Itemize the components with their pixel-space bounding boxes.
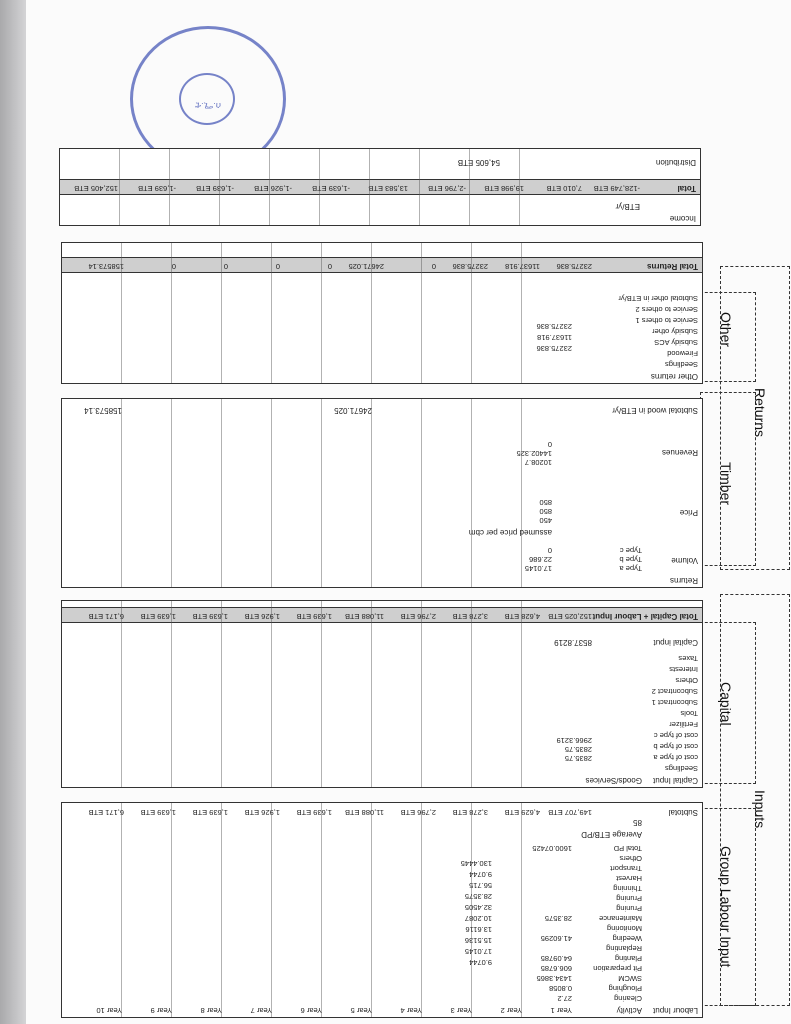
revenue-value: 10208.7 [524,458,552,467]
capital-total-cell: 1,926 ETB [244,612,280,621]
returns-side-label: Returns [752,388,768,438]
labour-total-cell: 6,171 ETB [88,808,124,817]
labour-value: 0.8058 [549,984,572,993]
average-value: 85 [633,818,642,827]
grid-column-line [469,149,470,225]
other-value: 23275.836 [536,344,572,353]
labour-year-header: Year 7 [250,1006,272,1015]
average-label: Average ETB/PD [581,830,642,839]
grid-column-line [319,149,320,225]
total-returns-cell: 23275.836 [556,262,592,271]
total-returns-cell: 0 [171,262,176,271]
labour-year-header: Year 4 [400,1006,422,1015]
capital-value: 2966.3219 [556,736,592,745]
labour-activity-label: Transport [610,864,642,873]
grid-column-line [521,399,522,587]
binder-edge [0,0,26,1024]
labour-value: 64.09785 [540,954,572,963]
labour-activity-label: Pruning [616,904,642,913]
timber-subtotal-label: Subtotal wood in ETB/yr [612,406,698,415]
total-returns-cell: 23275.836 [452,262,488,271]
labour-totals-row [66,805,592,817]
labour-activity-label: Pruning [616,894,642,903]
labour-extra-value: 28.3575 [464,892,492,901]
volume-label: Volume [671,556,698,565]
labour-activity-label: Total PD [613,844,642,853]
grid-column-line [321,399,322,587]
income-table [59,148,701,226]
labour-activity-label: Thinning [613,884,642,893]
labour-extra-value: 15.5136 [464,936,492,945]
income-total-cell: -2,796 ETB [428,184,466,193]
revenues-label: Revenues [661,448,698,457]
capital-value: 2835.75 [564,754,592,763]
income-total-label: Total [677,184,696,193]
timber-table [61,398,703,588]
grid-column-line [171,803,172,1017]
grid-column-line [121,803,122,1017]
volume-value: 22.686 [529,555,552,564]
grid-column-line [471,399,472,587]
grid-column-line [221,243,222,383]
labour-table [61,802,703,1018]
labour-total-cell: 1,926 ETB [244,808,280,817]
grid-column-line [271,399,272,587]
other-returns-header: Other returns [650,372,698,381]
grid-column-line [421,243,422,383]
grid-column-line [421,803,422,1017]
capital-total-cell: 1,639 ETB [192,612,228,621]
labour-year-header: Year 9 [150,1006,172,1015]
labour-activity-label: Maintenance [599,914,642,923]
document-page [26,0,791,1024]
income-total-row [64,181,640,193]
grid-column-line [221,399,222,587]
income-total-cell: 7,010 ETB [546,184,582,193]
capital-table [61,600,703,788]
activity-header: Activity [616,1006,642,1015]
labour-value: 606.6785 [540,964,572,973]
labour-extra-value: 32.4505 [464,903,492,912]
timber-header: Returns [669,576,698,585]
labour-total-cell: 149,707 ETB [548,808,592,817]
capital-total-row [66,609,592,621]
capital-total-cell: 2,796 ETB [400,612,436,621]
labour-activity-label: Planting [614,954,642,963]
labour-year-header: Year 1 [550,1006,572,1015]
labour-year-header: Year 2 [500,1006,522,1015]
grid-column-line [269,149,270,225]
grid-column-line [321,243,322,383]
volume-type: Type c [619,546,642,555]
labour-activity-label: Harvest [616,874,642,883]
labour-total-cell: 1,639 ETB [296,808,332,817]
capital-item-label: Taxes [678,654,698,663]
other-item-label: Seedlings [665,360,698,369]
capital-header: Capital Input [653,776,698,785]
grid-column-line [471,803,472,1017]
price-label: Price [679,508,698,517]
labour-activity-label: Clearing [614,994,642,1003]
other-side-label: Other [718,312,734,348]
grid-column-line [321,601,322,787]
income-total-cell: 13,583 ETB [368,184,408,193]
price-note: assumed price per cbm [468,528,552,537]
other-returns-table [61,242,703,384]
total-returns-label: Total Returns [647,262,698,271]
labour-total-cell: 2,796 ETB [400,808,436,817]
volume-type: Type b [619,555,642,564]
labour-year-header: Year 6 [300,1006,322,1015]
total-returns-cell: 0 [223,262,228,271]
total-returns-cell: 158573.14 [88,262,124,271]
capital-item-label: cost of type b [653,742,698,751]
grid-column-line [121,399,122,587]
other-item-label: Subsidy other [652,327,698,336]
other-item-label: Firewood [667,349,698,358]
stamp-text: ሰ.ሚ.ቲ [195,101,221,111]
upside-down-tables [26,0,791,1024]
capital-item-label: Fertilizer [669,720,698,729]
capital-total-cell: 4,628 ETB [504,612,540,621]
labour-side-label: Group Labour Input [718,846,734,968]
labour-activity-label: Monitoring [606,924,642,933]
labour-year-header: Year 5 [350,1006,372,1015]
total-returns-row [66,259,592,271]
labour-activity-label: Pit preparation [593,964,642,973]
capital-subtotal-label: Capital input [653,638,698,647]
labour-activity-label: Others [619,854,642,863]
labour-extra-value: 56.715 [469,881,492,890]
income-total-cell: -1,926 ETB [254,184,292,193]
grid-column-line [121,243,122,383]
labour-total-cell: 11,088 ETB [344,808,384,817]
price-value: 850 [539,498,552,507]
capital-total-cell: 152,025 ETB [548,612,592,621]
capital-item-label: Subcontract 2 [651,687,698,696]
grid-column-line [271,243,272,383]
capital-item-label: Interests [669,665,698,674]
grid-column-line [371,243,372,383]
other-item-label: Subtotal other in ETB/yr [618,294,698,303]
labour-year-header: Year 8 [200,1006,222,1015]
labour-extra-value: 10.2087 [464,914,492,923]
grid-column-line [471,243,472,383]
grid-column-line [219,149,220,225]
total-returns-cell: 0 [431,262,436,271]
capital-total-label: Total Capital + Labour Input [592,612,698,621]
grid-column-line [221,803,222,1017]
capital-item-label: Seedlings [665,764,698,773]
capital-item-label: cost of type a [653,753,698,762]
labour-value: 27.2 [557,994,572,1003]
distribution-label: Distribution [655,158,696,167]
income-total-cell: -128,749 ETB [593,184,640,193]
capital-total-cell: 6,171 ETB [88,612,124,621]
labour-value: 1434.3865 [536,974,572,983]
income-total-cell: 152,405 ETB [74,184,118,193]
income-total-cell: 19,998 ETB [484,184,524,193]
grid-column-line [421,399,422,587]
price-value: 850 [539,507,552,516]
grid-column-line [519,149,520,225]
labour-activity-label: Weeding [612,934,642,943]
labour-value: 1600.07425 [532,844,572,853]
capital-item-label: Others [675,676,698,685]
grid-column-line [171,601,172,787]
other-value: 11637.918 [537,333,572,342]
grid-column-line [421,601,422,787]
income-header: Income [669,214,696,223]
revenue-value: 0 [547,440,552,449]
labour-total-cell: 3,278 ETB [452,808,488,817]
distribution-value: 54,605 ETB [457,158,500,167]
capital-total-cell: 1,639 ETB [296,612,332,621]
timber-subtotal-extra: 158573.14 [84,406,122,415]
labour-extra-value: 130.4445 [460,859,492,868]
timber-subtotal-value: 24671.025 [334,406,372,415]
grid-column-line [521,601,522,787]
capital-side-label: Capital [718,682,734,726]
capital-total-cell: 11,088 ETB [344,612,384,621]
grid-column-line [521,243,522,383]
labour-total-cell: 1,639 ETB [140,808,176,817]
other-item-label: Subsidy ACS [654,338,698,347]
labour-activity-label: Ploughing [608,984,642,993]
price-value: 450 [539,516,552,525]
total-returns-cell: 0 [275,262,280,271]
other-item-label: Service to others 1 [635,316,698,325]
grid-column-line [119,149,120,225]
income-total-cell: -1,639 ETB [138,184,176,193]
labour-years [66,1005,572,1015]
revenue-value: 14402.325 [516,449,552,458]
capital-value: 2835.75 [564,745,592,754]
grid-column-line [321,803,322,1017]
total-returns-cell: 24671.025 [348,262,384,271]
labour-total-cell: 1,639 ETB [192,808,228,817]
labour-value: 41.60295 [540,934,572,943]
grid-column-line [371,803,372,1017]
income-unit: ETB/yr [615,202,640,211]
volume-type: Type a [619,564,642,573]
labour-total-cell: 4,629 ETB [504,808,540,817]
labour-extra-value: 9.0744 [469,870,492,879]
labour-year-header: Year 10 [96,1006,122,1015]
capital-total-cell: 1,639 ETB [140,612,176,621]
goods-services-header: Goods/Services [585,776,642,785]
labour-extra-values [92,847,492,967]
capital-item-label: Subcontract 1 [651,698,698,707]
grid-column-line [171,243,172,383]
grid-column-line [371,399,372,587]
grid-column-line [169,149,170,225]
grid-column-line [221,601,222,787]
capital-total-cell: 3,278 ETB [452,612,488,621]
labour-year-header: Year 3 [450,1006,472,1015]
total-returns-cell: 11637.918 [505,262,540,271]
other-item-label: Service to others 2 [635,305,698,314]
labour-value: 28.3575 [544,914,572,923]
grid-column-line [471,601,472,787]
income-total-cell: -1,639 ETB [312,184,350,193]
labour-activity-label: Replanting [606,944,642,953]
capital-item-label: Tools [680,709,698,718]
grid-column-line [121,601,122,787]
grid-column-line [521,803,522,1017]
grid-column-line [371,601,372,787]
labour-extra-value: 13.6116 [465,925,492,934]
grid-column-line [271,601,272,787]
labour-extra-value: 17.0145 [464,947,492,956]
other-value: 23275.836 [536,322,572,331]
income-total-cell: -1,639 ETB [196,184,234,193]
grid-column-line [171,399,172,587]
grid-column-line [271,803,272,1017]
labour-subtotal-label: Subtotal [668,808,698,817]
capital-item-label: cost of type c [653,731,698,740]
grid-column-line [419,149,420,225]
inputs-side-label: Inputs [752,790,768,829]
capital-subtotal-value: 8537.8219 [554,638,592,647]
timber-side-label: Timber [718,462,734,506]
volume-value: 17.0145 [524,564,552,573]
labour-header: Labour Input [653,1006,698,1015]
labour-activity-label: SWCM [618,974,642,983]
total-returns-cell: 0 [327,262,332,271]
labour-extra-value: 9.0744 [469,958,492,967]
grid-column-line [369,149,370,225]
volume-value: 0 [547,546,552,555]
